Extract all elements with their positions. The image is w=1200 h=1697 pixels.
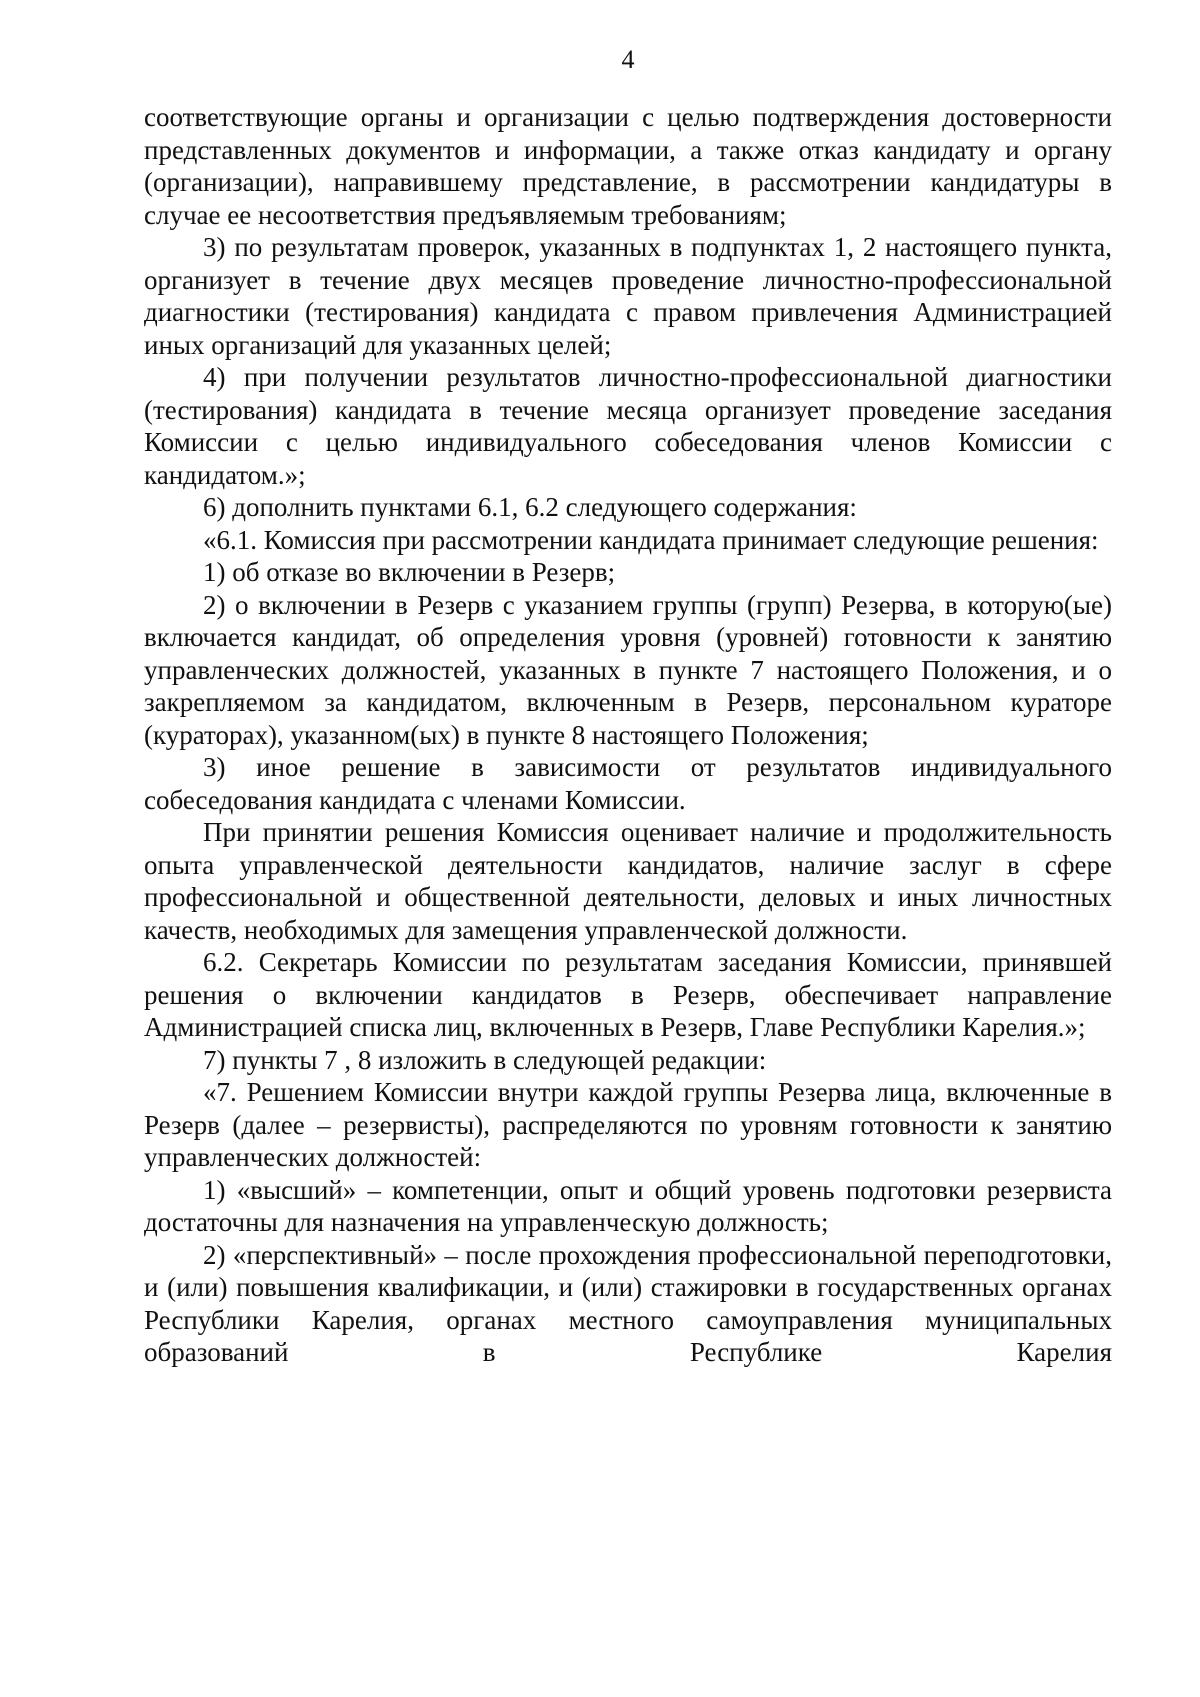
paragraph-6-1-intro: «6.1. Комиссия при рассмотрении кандидата принимает следующие решения: (203, 524, 1099, 555)
paragraph-evaluation-criteria: При принятии решения Комиссия оценивает наличие и продолжительность опыта управленческой деятельности кандидатов, наличие заслуг в сфере профессиональной и общественной деятельности, деловых и иных личностных качеств, необходимых для замещения управленческой должности. (144, 817, 1112, 945)
paragraph-level-highest: 1) «высший» – компетенции, опыт и общий уровень подготовки резервиста достаточны для назначения на управленческую должность; (144, 1174, 1112, 1237)
paragraph-decision-1: 1) об отказе во включении в Резерв; (203, 557, 616, 587)
paragraph-item-4-interview: 4) при получении результатов личностно-профессиональной диагностики (тестирования) кандидата в течение месяца организует проведение заседания Комиссии с целью индивидуального собеседования членов Комиссии с кандидатом.»; (144, 362, 1112, 490)
paragraph-amendment-6: 6) дополнить пунктами 6.1, 6.2 следующего содержания: (203, 492, 857, 522)
paragraph-6-2-secretary: 6.2. Секретарь Комиссии по результатам заседания Комиссии, принявшей решения о включении кандидатов в Резерв, обеспечивает направление Администрацией списка лиц, включенных в Резерв, Главе Республики Карелия.»; (144, 947, 1112, 1042)
paragraph-7-intro: «7. Решением Комиссии внутри каждой группы Резерва лица, включенные в Резерв (далее – резервисты), распределяются по уровням готовности к занятию управленческих должностей: (144, 1077, 1112, 1172)
paragraph-amendment-7: 7) пункты 7 , 8 изложить в следующей редакции: (203, 1044, 767, 1075)
paragraph-level-perspective: 2) «перспективный» – после прохождения профессиональной переподготовки, и (или) повышения квалификации, и (или) стажировки в государственных органах Республики Карелия, органах местного самоуправления муниципальных образований в Республике Карелия (144, 1239, 1112, 1367)
page-number: 4 (621, 45, 635, 74)
document-body (144, 101, 1112, 1369)
paragraph-item-3-diagnostics: 3) по результатам проверок, указанных в подпунктах 1, 2 настоящего пункта, организует в течение двух месяцев проведение личностно-профессиональной диагностики (тестирования) кандидата с правом привлечения Администрацией иных организаций для указанных целей; (144, 232, 1112, 360)
paragraph-decision-3: 3) иное решение в зависимости от результатов индивидуального собеседования кандидата с членами Комиссии. (144, 752, 1112, 815)
paragraph-verification-continuation: соответствующие органы и организации с целью подтверждения достоверности представленных документов и информации, а также отказ кандидату и органу (организации), направившему представление, в рассмотрении кандидатуры в случае ее несоответствия предъявляемым требованиям; (144, 102, 1112, 230)
paragraph-decision-2: 2) о включении в Резерв с указанием группы (групп) Резерва, в которую(ые) включается кандидат, об определения уровня (уровней) готовности к занятию управленческих должностей, указанных в пункте 7 настоящего Положения, и о закрепляемом за кандидатом, включенным в Резерв, персональном кураторе (кураторах), указанном(ых) в пункте 8 настоящего Положения; (144, 589, 1112, 750)
